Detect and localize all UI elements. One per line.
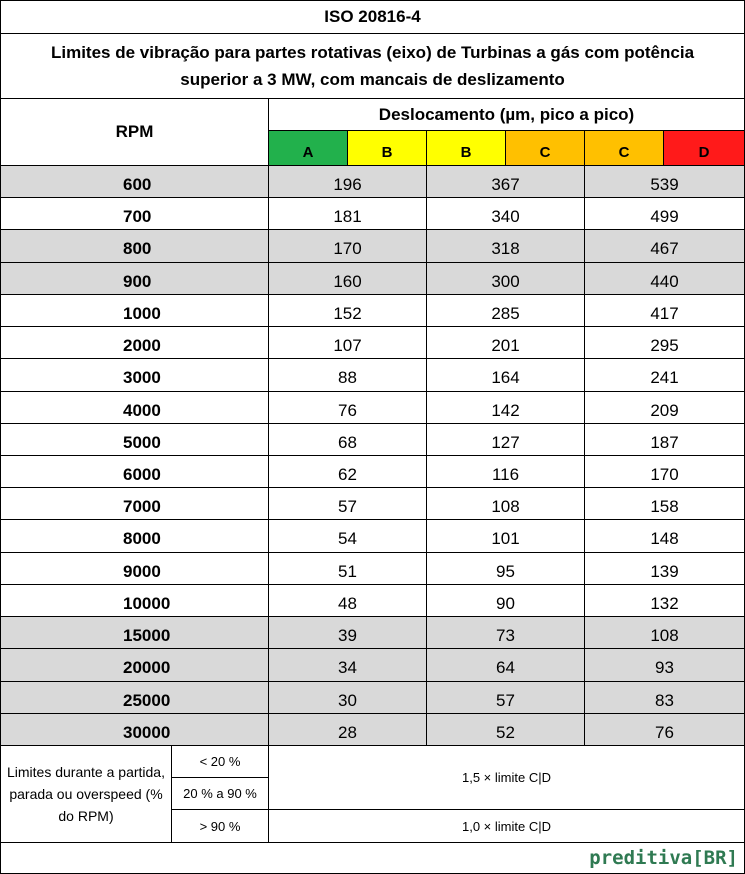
limit-ab-cell: 57 bbox=[269, 488, 427, 519]
limit-cd-cell: 108 bbox=[650, 625, 679, 645]
limit-ab-cell: 196 bbox=[269, 166, 427, 197]
table-row bbox=[1, 488, 744, 520]
limit-cd-cell: 467 bbox=[650, 239, 679, 258]
table-row bbox=[1, 327, 744, 359]
table-row bbox=[1, 359, 744, 392]
table-row bbox=[1, 520, 744, 553]
transient-limits bbox=[1, 746, 744, 843]
table-row bbox=[1, 198, 744, 230]
rpm-cell: 700 bbox=[1, 198, 269, 229]
limit-cd-cell: 241 bbox=[650, 368, 679, 387]
zone-d-cell: D bbox=[664, 131, 744, 165]
range-high: > 90 % bbox=[172, 810, 269, 842]
limit-ab-cell: 34 bbox=[269, 649, 427, 681]
rpm-cell: 900 bbox=[1, 263, 269, 294]
range-mid: 20 % a 90 % bbox=[172, 778, 269, 810]
limit-bc-cell: 108 bbox=[427, 488, 585, 519]
limit-cd-cell: 76 bbox=[655, 722, 674, 742]
limit-ab-cell: 160 bbox=[269, 263, 427, 294]
limit-bc-cell: 57 bbox=[427, 682, 585, 713]
zone-a-cell: A bbox=[269, 131, 348, 165]
limits-table-body bbox=[1, 166, 744, 746]
zone-c-cell: C bbox=[506, 131, 585, 165]
limit-bc-cell: 95 bbox=[427, 553, 585, 584]
table-row bbox=[1, 295, 744, 327]
rpm-cell: 10000 bbox=[1, 585, 269, 616]
limit-ab-cell: 76 bbox=[269, 392, 427, 423]
table-row bbox=[1, 617, 744, 649]
zone-strip bbox=[269, 131, 744, 165]
rpm-cell: 20000 bbox=[1, 649, 269, 681]
table-row bbox=[1, 553, 744, 585]
limit-bc-cell: 64 bbox=[427, 649, 585, 681]
limit-bc-cell: 127 bbox=[427, 424, 585, 455]
rpm-cell: 2000 bbox=[1, 327, 269, 358]
column-header bbox=[1, 99, 744, 166]
limit-cd-cell: 417 bbox=[650, 303, 679, 323]
limit-cd-cell: 539 bbox=[650, 174, 679, 194]
rpm-cell: 30000 bbox=[1, 714, 269, 745]
limit-bc-cell: 142 bbox=[427, 392, 585, 423]
limit-cd-cell: 295 bbox=[650, 335, 679, 355]
subtitle-line-1: Limites de vibração para partes rotativas (eixo) de Turbinas a gás com potência bbox=[50, 43, 695, 62]
limit-bc-cell: 90 bbox=[427, 585, 585, 616]
rpm-cell: 3000 bbox=[1, 359, 269, 391]
limit-cd-cell: 158 bbox=[650, 496, 679, 516]
limit-ab-cell: 152 bbox=[269, 295, 427, 326]
table-row bbox=[1, 585, 744, 617]
limit-bc-cell: 116 bbox=[427, 456, 585, 487]
limit-ab-cell: 170 bbox=[269, 230, 427, 262]
limit-bc-cell: 300 bbox=[427, 263, 585, 294]
limit-ab-cell: 39 bbox=[269, 617, 427, 648]
limit-bc-cell: 201 bbox=[427, 327, 585, 358]
table-row bbox=[1, 649, 744, 682]
table-row bbox=[1, 166, 744, 198]
limit-ab-cell: 30 bbox=[269, 682, 427, 713]
limit-bc-cell: 164 bbox=[427, 359, 585, 391]
limit-ab-cell: 51 bbox=[269, 553, 427, 584]
table-subtitle bbox=[1, 34, 744, 99]
limit-ab-cell: 181 bbox=[269, 198, 427, 229]
limit-ab-cell: 48 bbox=[269, 585, 427, 616]
limit-ab-cell: 88 bbox=[269, 359, 427, 391]
limit-bc-cell: 52 bbox=[427, 714, 585, 745]
displacement-header: Deslocamento (µm, pico a pico) bbox=[269, 99, 744, 131]
limit-ab-cell: 107 bbox=[269, 327, 427, 358]
table-row bbox=[1, 456, 744, 488]
limit-cd-cell: 499 bbox=[650, 206, 679, 226]
table-title: ISO 20816-4 bbox=[1, 1, 744, 34]
limit-bc-cell: 101 bbox=[427, 520, 585, 552]
zone-b-cell: B bbox=[348, 131, 427, 165]
transient-label: Limites durante a partida, parada ou overspeed (% do RPM) bbox=[1, 746, 172, 842]
rpm-cell: 9000 bbox=[1, 553, 269, 584]
limit-bc-cell: 318 bbox=[427, 230, 585, 262]
zone-c-cell: C bbox=[585, 131, 664, 165]
rpm-cell: 25000 bbox=[1, 682, 269, 713]
limit-ab-cell: 62 bbox=[269, 456, 427, 487]
limit-ab-cell: 54 bbox=[269, 520, 427, 552]
table-row bbox=[1, 392, 744, 424]
limit-cd-cell: 132 bbox=[650, 593, 679, 613]
limit-cd-cell: 440 bbox=[650, 271, 679, 291]
table-row bbox=[1, 424, 744, 456]
limit-cd-cell: 148 bbox=[650, 529, 679, 548]
table-row bbox=[1, 682, 744, 714]
rpm-cell: 5000 bbox=[1, 424, 269, 455]
limit-cd-cell: 187 bbox=[650, 432, 679, 452]
limit-cd-cell: 139 bbox=[650, 561, 679, 581]
brand-logo: preditiva[BR] bbox=[589, 847, 738, 869]
table-row bbox=[1, 230, 744, 263]
limit-bc-cell: 340 bbox=[427, 198, 585, 229]
limit-bc-cell: 367 bbox=[427, 166, 585, 197]
limit-cd-cell: 209 bbox=[650, 400, 679, 420]
transient-value-low: 1,5 × limite C|D bbox=[269, 746, 744, 810]
rpm-cell: 6000 bbox=[1, 456, 269, 487]
rpm-cell: 800 bbox=[1, 230, 269, 262]
limit-ab-cell: 28 bbox=[269, 714, 427, 745]
rpm-cell: 8000 bbox=[1, 520, 269, 552]
limit-cd-cell: 83 bbox=[655, 690, 674, 710]
rpm-cell: 15000 bbox=[1, 617, 269, 648]
limit-bc-cell: 73 bbox=[427, 617, 585, 648]
table-row bbox=[1, 714, 744, 746]
rpm-cell: 600 bbox=[1, 166, 269, 197]
limit-cd-cell: 170 bbox=[650, 464, 679, 484]
limit-cd-cell: 93 bbox=[655, 658, 674, 677]
rpm-header: RPM bbox=[1, 99, 269, 165]
limit-bc-cell: 285 bbox=[427, 295, 585, 326]
rpm-cell: 7000 bbox=[1, 488, 269, 519]
zone-b-cell: B bbox=[427, 131, 506, 165]
transient-value-high: 1,0 × limite C|D bbox=[462, 818, 551, 834]
rpm-cell: 4000 bbox=[1, 392, 269, 423]
limit-ab-cell: 68 bbox=[269, 424, 427, 455]
table-row bbox=[1, 263, 744, 295]
subtitle-line-2: superior a 3 MW, com mancais de deslizamento bbox=[180, 70, 565, 89]
rpm-cell: 1000 bbox=[1, 295, 269, 326]
range-low: < 20 % bbox=[172, 746, 269, 778]
